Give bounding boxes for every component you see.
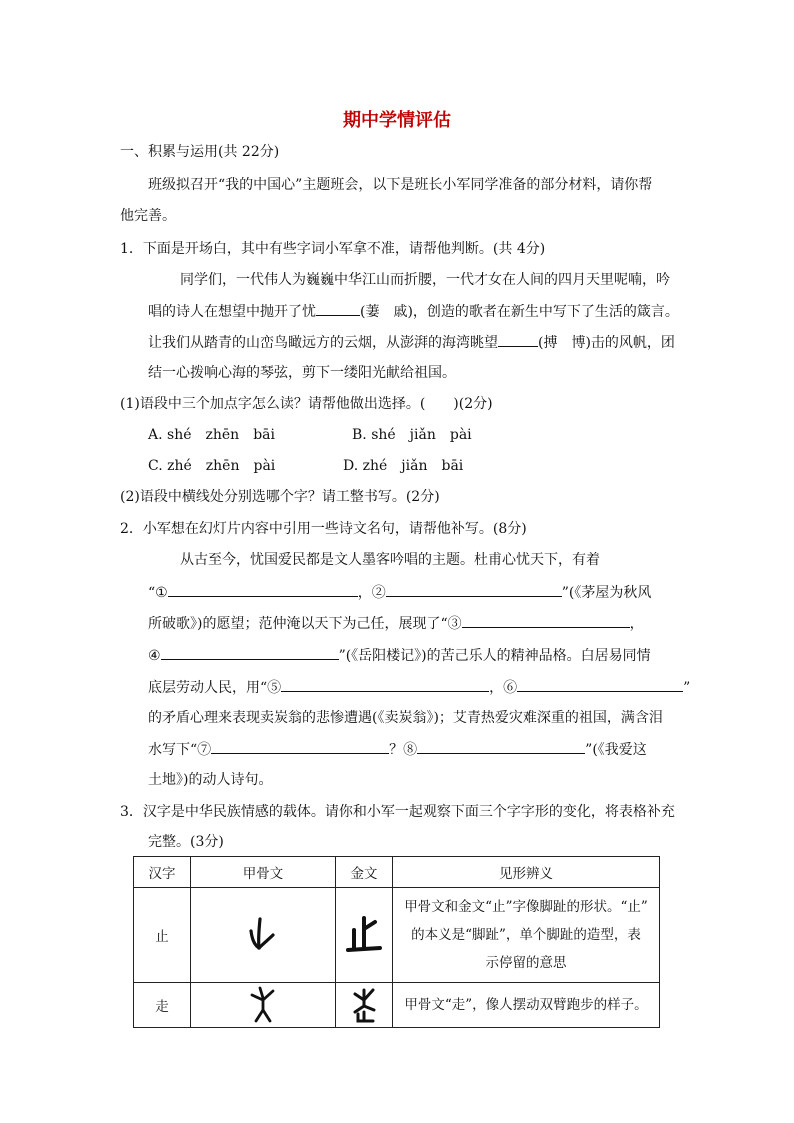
q2-text: ，② [357, 585, 386, 601]
answer-blank-6[interactable] [517, 677, 683, 692]
option-a[interactable]: A. shé zhēn bāi [148, 427, 275, 443]
q2-text: ，⑥ [489, 680, 518, 696]
intro-line-2: 他完善。 [120, 208, 176, 224]
answer-blank-1[interactable] [168, 582, 358, 597]
oracle-bone-glyph [191, 983, 336, 1028]
answer-blank-2[interactable] [386, 582, 562, 597]
intro-line-1: 班级拟召开“我的中国心”主题班会，以下是班长小军同学准备的部分材料，请你帮 [148, 177, 653, 193]
page-title: 期中学情评估 [343, 110, 451, 131]
table-header-row [134, 857, 660, 888]
section-heading: 一、积累与运用(共 22分) [120, 144, 280, 160]
answer-blank[interactable] [498, 332, 538, 347]
header-cell: 甲骨文 [191, 857, 336, 888]
char-cell: 走 [134, 983, 191, 1028]
header-cell: 汉字 [134, 857, 191, 888]
q3-stem-line-2: 完整。(3分) [148, 834, 224, 850]
char-cell: 止 [134, 888, 191, 983]
answer-blank-8[interactable] [417, 739, 585, 754]
meaning-line: 甲骨文和金文“止”字像脚趾的形状。“止” [404, 899, 648, 915]
answer-blank-7[interactable] [211, 739, 389, 754]
q2-text: ？⑧ [389, 742, 418, 758]
answer-blank-3[interactable] [462, 613, 630, 628]
meaning-line: 示停留的意思 [485, 955, 567, 971]
q1-subquestion-1: (1)语段中三个加点字怎么读？请帮他做出选择。( )(2分) [120, 396, 493, 412]
bronze-glyph [336, 983, 393, 1028]
q1-passage-line-1: 同学们，一代伟人为巍巍中华江山而折腰，一代才女在人间的四月天里呢喃，吟 [180, 272, 670, 288]
q1-passage-line-3 [148, 332, 675, 353]
q2-line-6: 的矛盾心理来表现卖炭翁的悲惨遭遇(《卖炭翁》)；艾青热爱灾难深重的祖国，满含泪 [148, 710, 663, 726]
q2-stem: 2．小军想在幻灯片内容中引用一些诗文名句，请帮他补写。(8分) [120, 521, 527, 537]
q1-passage-line-2 [148, 301, 679, 322]
q2-text: 底层劳动人民，用“⑤ [148, 680, 282, 696]
q1-stem: 1．下面是开场白，其中有些字词小军拿不准，请帮他判断。(共 4分) [120, 241, 546, 257]
q2-text: 所破歌》)的愿望；范仲淹以天下为己任，展现了“③ [148, 616, 462, 632]
q1-passage-text: (搏 博)击的风帆，团 [538, 335, 675, 351]
table-row [134, 888, 660, 983]
q1-passage-text: (萋 戚)，创造的歌者在新生中写下了生活的箴言。 [360, 304, 679, 320]
q2-text: ， [629, 616, 644, 632]
oracle-bone-glyph [191, 888, 336, 983]
q2-line-3 [148, 613, 644, 634]
q2-line-2 [148, 582, 651, 603]
meaning-cell: 甲骨文“走”，像人摆动双臂跑步的样子。 [393, 983, 660, 1028]
q1-passage-line-4: 结一心拨响心海的琴弦，剪下一缕阳光献给祖国。 [148, 365, 456, 381]
answer-blank[interactable] [316, 301, 360, 316]
q2-text: ” [683, 680, 691, 696]
answer-blank-4[interactable] [161, 645, 339, 660]
q1-passage-text: 唱的诗人在想望中抛开了忧 [148, 304, 316, 320]
meaning-line: 的本义是“脚趾”，单个脚趾的造型，表 [411, 927, 641, 943]
q2-text: ”(《茅屋为秋风 [561, 585, 652, 601]
meaning-cell [393, 888, 660, 983]
q2-text: 水写下“⑦ [148, 742, 212, 758]
q2-text: ”(《岳阳楼记》)的苦己乐人的精神品格。白居易同情 [338, 648, 651, 664]
q2-line-5 [148, 677, 690, 698]
q2-line-1: 从古至今，忧国爱民都是文人墨客吟唱的主题。杜甫心忧天下，有着 [180, 552, 600, 568]
q1-subquestion-2: (2)语段中横线处分别选哪个字？请工整书写。(2分) [120, 489, 440, 505]
q2-line-4 [148, 645, 651, 666]
character-table [133, 856, 660, 1028]
q1-passage-text: 让我们从踏青的山峦鸟瞰远方的云烟，从澎湃的海湾眺望 [148, 335, 498, 351]
q2-text: ”(《我爱这 [585, 742, 647, 758]
option-b[interactable]: B. shé jiǎn pài [352, 427, 472, 443]
header-cell: 金文 [336, 857, 393, 888]
q2-text: ④ [148, 648, 161, 664]
bronze-glyph [336, 888, 393, 983]
answer-blank-5[interactable] [281, 677, 489, 692]
option-c[interactable]: C. zhé zhēn pài [148, 458, 276, 474]
option-d[interactable]: D. zhé jiǎn bāi [343, 458, 464, 474]
table-row [134, 983, 660, 1028]
q3-stem-line-1: 3．汉字是中华民族情感的载体。请你和小军一起观察下面三个字字形的变化，将表格补充 [120, 804, 675, 820]
q2-line-8: 土地》)的动人诗句。 [148, 772, 273, 788]
q2-line-7 [148, 739, 647, 760]
q2-text: “① [148, 585, 168, 601]
header-cell: 见形辨义 [393, 857, 660, 888]
